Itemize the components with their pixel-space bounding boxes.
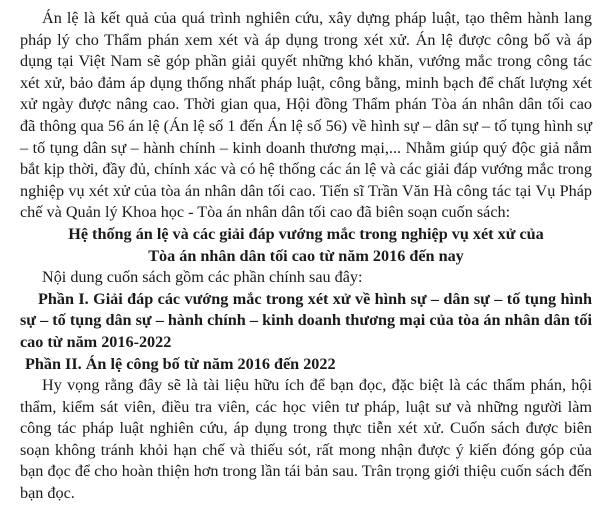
part-one-heading: Phần I. Giải đáp các vướng mắc trong xét xử về hình sự – dân sự – tố tụng hình sự – tố tụng dân sự – hành chính – kinh doanh thương mại của tòa án nhân dân tối cao từ năm 2016-2022 [20,289,592,351]
content-intro: Nội dung cuốn sách gồm các phần chính sau đây: [42,268,363,287]
book-title-line-1: Hệ thống án lệ và các giải đáp vướng mắc trong nghiệp vụ xét xử của [68,224,544,243]
document-page [20,8,592,505]
part-two-heading: Phần II. Án lệ công bố từ năm 2016 đến 2022 [25,354,336,373]
intro-paragraph: Án lệ là kết quả của quá trình nghiên cứu, xây dựng pháp luật, tạo thêm hành lang pháp lý cho Thẩm phán xem xét và áp dụng trong xét xử. Án lệ được công bố và áp dụng tại Việt Nam sẽ góp phần giải quyết những khó khăn, vướng mắc trong công tác xét xử, bảo đảm áp dụng thống nhất pháp luật, công bằng, minh bạch để chất lượng xét xử ngày được nâng cao. Thời gian qua, Hội đồng Thẩm phán Tòa án nhân dân tối cao đã thông qua 56 án lệ (Án lệ số 1 đến Án lệ số 56) về hình sự – dân sự – tố tụng hình sự – tố tụng dân sự – hành chính – kinh doanh thương mại,... Nhằm giúp quý độc giả nắm bắt kịp thời, đầy đủ, chính xác và có hệ thống các án lệ và các giải đáp vướng mắc trong nghiệp vụ xét xử của tòa án nhân dân tối cao. Tiến sĩ Trần Văn Hà công tác tại Vụ Pháp chế và Quản lý Khoa học - Tòa án nhân dân tối cao đã biên soạn cuốn sách: [20,9,592,222]
closing-paragraph: Hy vọng rằng đây sẽ là tài liệu hữu ích để bạn đọc, đặc biệt là các thẩm phán, hội thẩm, kiểm sát viên, điều tra viên, các học viên tư pháp, luật sư và những người làm công tác pháp luật nghiên cứu, áp dụng trong thực tiễn xét xử. Cuốn sách được biên soạn không tránh khỏi hạn chế và thiếu sót, rất mong nhận được ý kiến đóng góp của bạn đọc để cho hoàn thiện hơn trong lần tái bản sau. Trân trọng giới thiệu cuốn sách đến bạn đọc. [20,376,592,503]
book-title-line-2: Tòa án nhân dân tối cao từ năm 2016 đến nay [148,246,464,265]
